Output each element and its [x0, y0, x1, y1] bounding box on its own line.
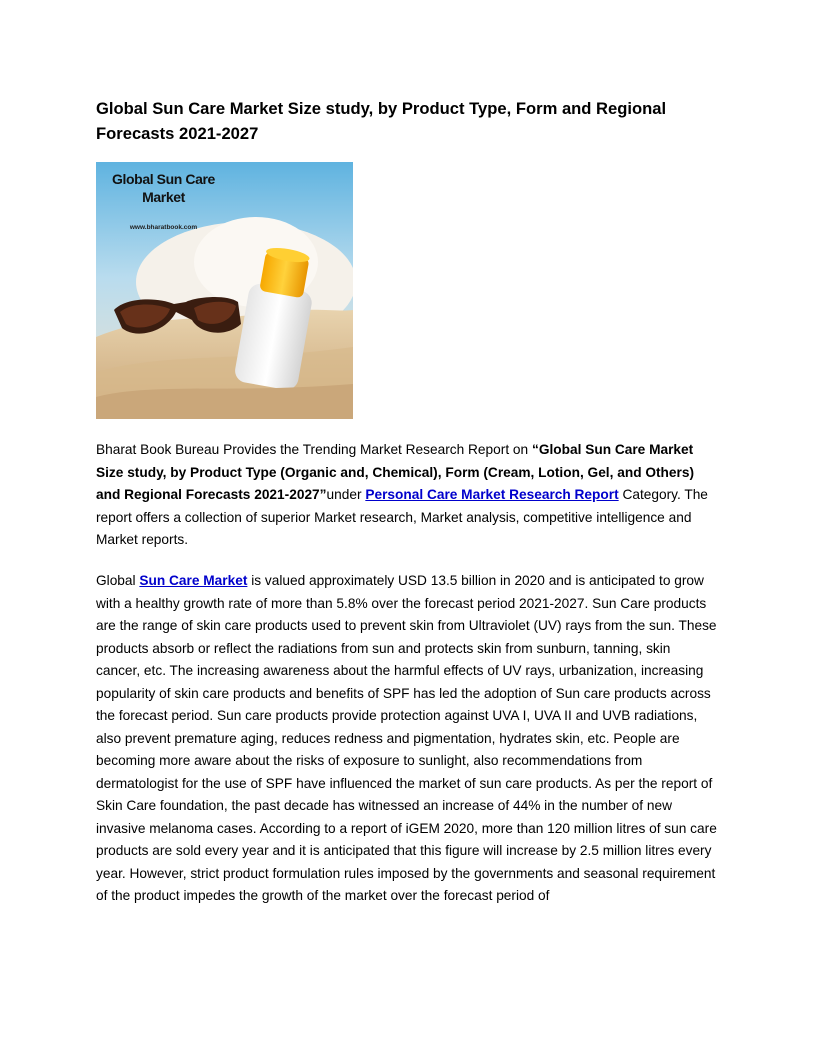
sun-care-market-link[interactable]: Sun Care Market: [139, 573, 248, 588]
report-title: Global Sun Care Market Size study, by Product Type, Form and Regional Forecasts 2021-2027: [96, 99, 667, 143]
intro-report-title: “Global Sun Care Market Size study, by Product Type (Organic and, Chemical), Form (Cream, Lotion, Gel, and Others) and Regional Forecasts 2021-2027”: [96, 442, 695, 502]
body-paragraph: [96, 570, 718, 908]
cover-image: [96, 162, 353, 419]
intro-after-text: Category. The report offers a collection of superior Market research, Market analysis, competitive intelligence and Market reports.: [96, 487, 708, 547]
intro-paragraph: [96, 439, 718, 552]
body-text: is valued approximately USD 13.5 billion in 2020 and is anticipated to grow with a healthy growth rate of more than 5.8% over the forecast period 2021-2027. Sun Care products are the range of skin care products used to prevent skin from Ultraviolet (UV) rays from the sun. These products absorb or reflect the radiations from sun and protects skin from sunburn, tanning, skin cancer, etc. The increasing awareness about the harmful effects of UV rays, urbanization, increasing popularity of skin care products and benefits of SPF has led the adoption of Sun care products across the forecast period. Sun care products provide protection against UVA I, UVA II and UVB radiations, also prevent premature aging, reduces redness and pigmentation, hydrates skin, etc. People are becoming more aware about the risks of exposure to sunlight, also recommendations from dermatologist for the use of SPF have influenced the market of sun care products. As per the report of Skin Care foundation, the past decade has witnessed an increase of 44% in the number of new invasive melanoma cases. According to a report of iGEM 2020, more than 120 million litres of sun care products are sold every year and it is anticipated that this figure will increase by 2.5 million litres every year. However, strict product formulation rules imposed by the governments and seasonal requirement of the product impedes the growth of the market over the forecast period of: [96, 573, 717, 903]
cover-title: Global Sun Care Market: [112, 171, 215, 205]
body-lead-text: Global: [96, 573, 140, 588]
intro-under-text: under: [326, 487, 366, 502]
intro-text: Bharat Book Bureau Provides the Trending Market Research Report on: [96, 442, 532, 457]
cover-url: www.bharatbook.com: [129, 224, 198, 231]
personal-care-report-link[interactable]: Personal Care Market Research Report: [365, 487, 619, 502]
